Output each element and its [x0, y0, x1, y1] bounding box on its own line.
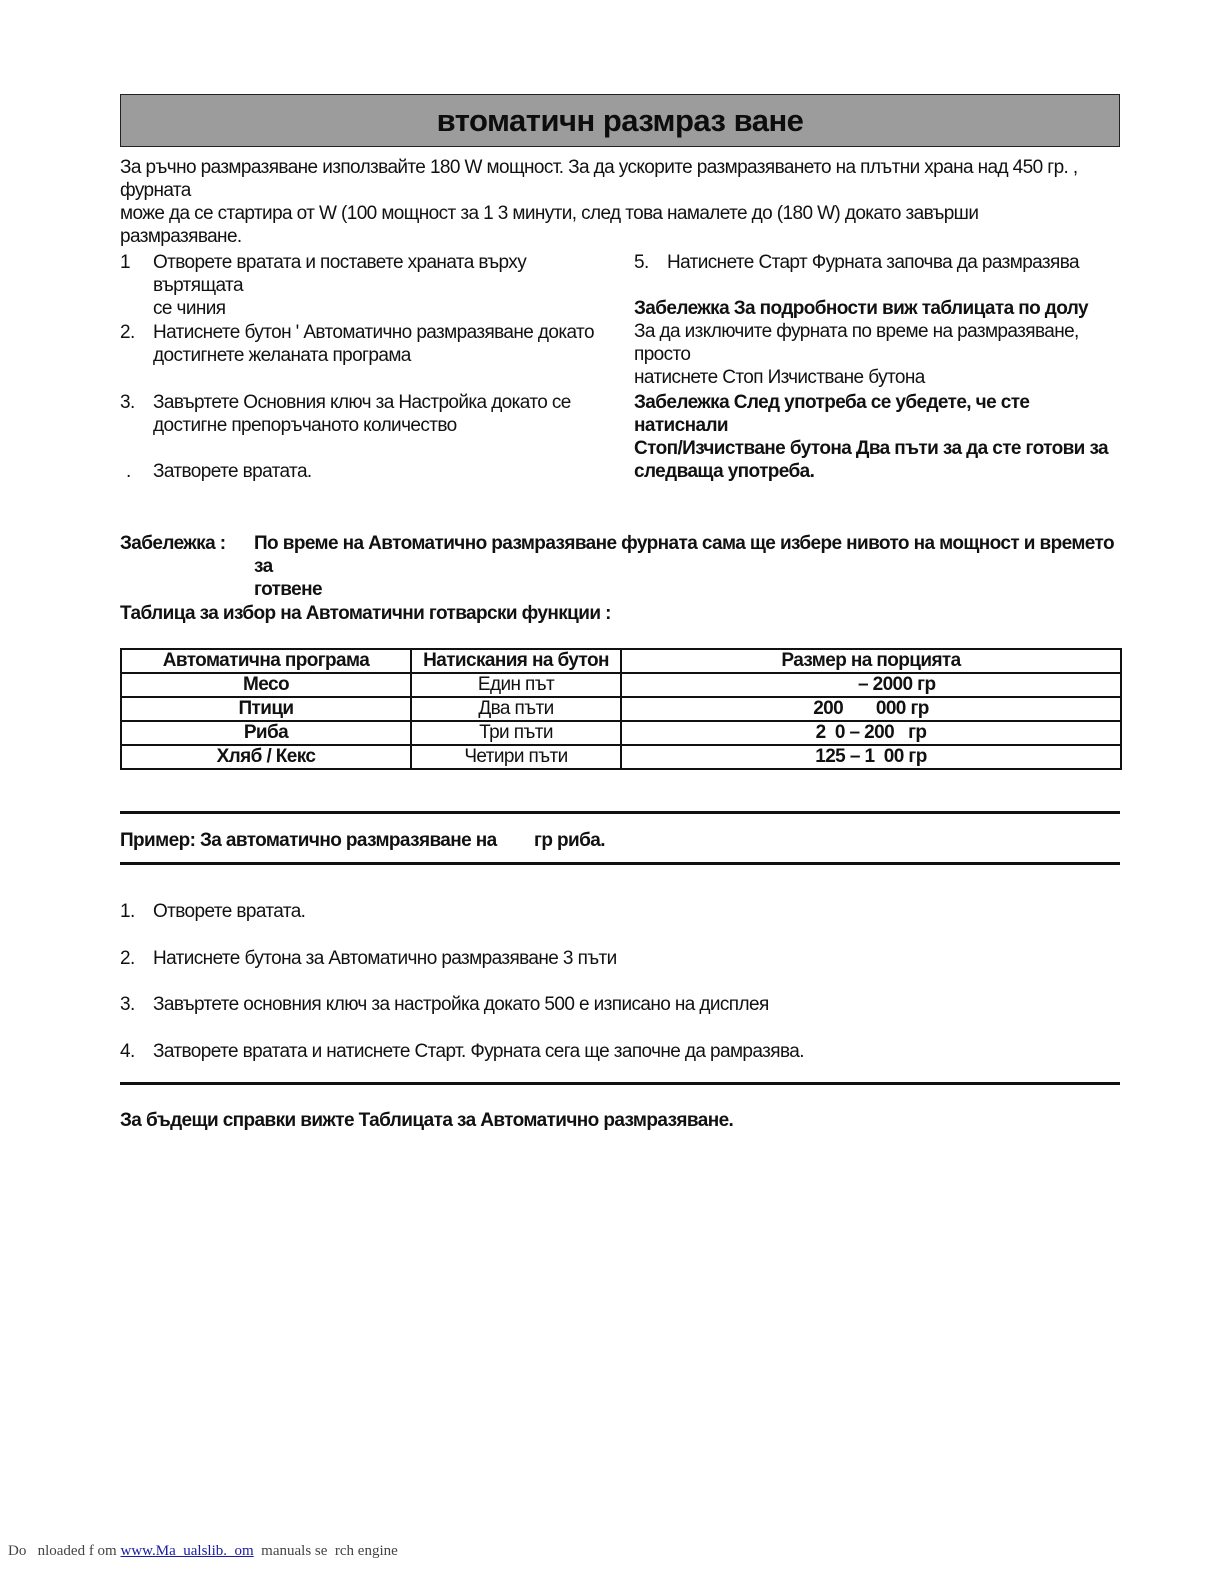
- table-cell-portion: 200 000 гр: [621, 697, 1121, 721]
- divider: [120, 1082, 1120, 1085]
- note-after-use-line: следваща употреба.: [634, 461, 815, 482]
- table-cell-portion: 2 0 – 200 гр: [621, 721, 1121, 745]
- note-after-use: [634, 391, 1124, 483]
- table-header-cell: Натискания на бутон: [411, 649, 621, 673]
- table-cell-presses: Един път: [411, 673, 621, 697]
- step-item-3: [120, 391, 620, 441]
- table-header-cell: Размер на порцията: [621, 649, 1121, 673]
- step-number: 1: [120, 252, 130, 273]
- intro-line-1: За ръчно размразяване използвайте 180 W мощност. За да ускорите размразяването на плътни храна над 450 гр. , фурната: [120, 157, 1078, 201]
- footer-prefix: Do nloaded f om: [8, 1543, 121, 1559]
- page-title-bar: [120, 94, 1120, 147]
- step-number: 3.: [120, 392, 135, 413]
- step-number: 2.: [120, 322, 135, 343]
- example-title: Пример: За автоматично размразяване на гр риба.: [120, 830, 605, 851]
- step-text-line: Натиснете бутон ' Автоматично размразяване докато: [153, 322, 594, 343]
- table-cell-presses: Два пъти: [411, 697, 621, 721]
- example-step: [120, 1040, 1120, 1066]
- table-title: Таблица за избор на Автоматични готварски функции :: [120, 603, 611, 624]
- example-step-text: Затворете вратата и натиснете Старт. Фурната сега ще започне да рамразява.: [153, 1041, 804, 1062]
- page-title: втоматичн размраз ване: [436, 102, 804, 138]
- table-cell-presses: Четири пъти: [411, 745, 621, 769]
- example-step: [120, 900, 1120, 926]
- note-details-heading: Забележка За подробности виж таблицата по долу: [634, 298, 1088, 319]
- note-details-line: натиснете Стоп Изчистване бутона: [634, 367, 925, 388]
- note-auto-defrost: [120, 532, 1120, 600]
- note-after-use-line: Стоп/Изчистване бутона Два пъти за да сте готови за: [634, 438, 1109, 459]
- example-step: [120, 947, 1120, 973]
- table-cell-program: Птици: [121, 697, 411, 721]
- note-auto-defrost-line: По време на Автоматично размразяване фурната сама ще избере нивото на мощност и времето за: [254, 533, 1114, 577]
- example-step-number: 3.: [120, 994, 135, 1015]
- step-item-1: [120, 251, 620, 319]
- step-text-line: Завъртете Основния ключ за Настройка докато се: [153, 392, 571, 413]
- step-text-line: Затворете вратата.: [153, 461, 312, 482]
- example-step-number: 2.: [120, 948, 135, 969]
- table-cell-portion: – 2000 гр: [621, 673, 1121, 697]
- footer-link[interactable]: www.Ma ualslib. om: [120, 1543, 254, 1559]
- example-step-number: 1.: [120, 901, 135, 922]
- table-header-cell: Автоматична програма: [121, 649, 411, 673]
- footer: [8, 1543, 398, 1560]
- table-row: [121, 697, 1121, 721]
- note-details: [634, 297, 1124, 389]
- step-number: 5.: [634, 252, 649, 273]
- divider: [120, 811, 1120, 814]
- example-step: [120, 993, 1120, 1019]
- table-row: [121, 673, 1121, 697]
- example-step-text: Завъртете основния ключ за настройка докато 500 е изписано на дисплея: [153, 994, 769, 1015]
- step-item-2: [120, 321, 620, 371]
- table-cell-portion: 125 – 1 00 гр: [621, 745, 1121, 769]
- step-text-line: се чиния: [153, 298, 226, 319]
- auto-defrost-table: [120, 648, 1122, 770]
- step-text-line: Натиснете Старт Фурната започва да размразява: [667, 252, 1079, 273]
- table-cell-program: Хляб / Кекс: [121, 745, 411, 769]
- step-text-line: Отворете вратата и поставете храната върху въртящата: [153, 252, 527, 296]
- example-step-number: 4.: [120, 1041, 135, 1062]
- table-cell-program: Месо: [121, 673, 411, 697]
- step-text-line: достигне препоръчаното количество: [153, 415, 457, 436]
- intro-line-2: може да се стартира от W (100 мощност за 1 3 минути, след това намалете до (180 W) докато завърши: [120, 203, 979, 224]
- note-label: Забележка :: [120, 533, 226, 554]
- intro-line-3: размразяване.: [120, 226, 242, 247]
- example-step-text: Натиснете бутона за Автоматично размразяване 3 пъти: [153, 948, 617, 969]
- note-auto-defrost-line: готвене: [254, 579, 322, 600]
- step-number: .: [126, 461, 131, 482]
- closing-note: За бъдещи справки вижте Таблицата за Автоматично размразяване.: [120, 1110, 734, 1131]
- intro-paragraph: [120, 156, 1130, 248]
- table-row: [121, 745, 1121, 769]
- step-item-5: [634, 251, 1124, 277]
- note-after-use-line: Забележка След употреба се убедете, че сте натиснали: [634, 392, 1030, 436]
- table-row: [121, 721, 1121, 745]
- divider: [120, 862, 1120, 865]
- example-step-text: Отворете вратата.: [153, 901, 306, 922]
- table-cell-program: Риба: [121, 721, 411, 745]
- step-text-line: достигнете желаната програма: [153, 345, 411, 366]
- footer-suffix: manuals se rch engine: [253, 1543, 398, 1559]
- note-details-line: За да изключите фурната по време на размразяване, просто: [634, 321, 1079, 365]
- step-item-4: [120, 460, 620, 486]
- table-cell-presses: Три пъти: [411, 721, 621, 745]
- table-header-row: [121, 649, 1121, 673]
